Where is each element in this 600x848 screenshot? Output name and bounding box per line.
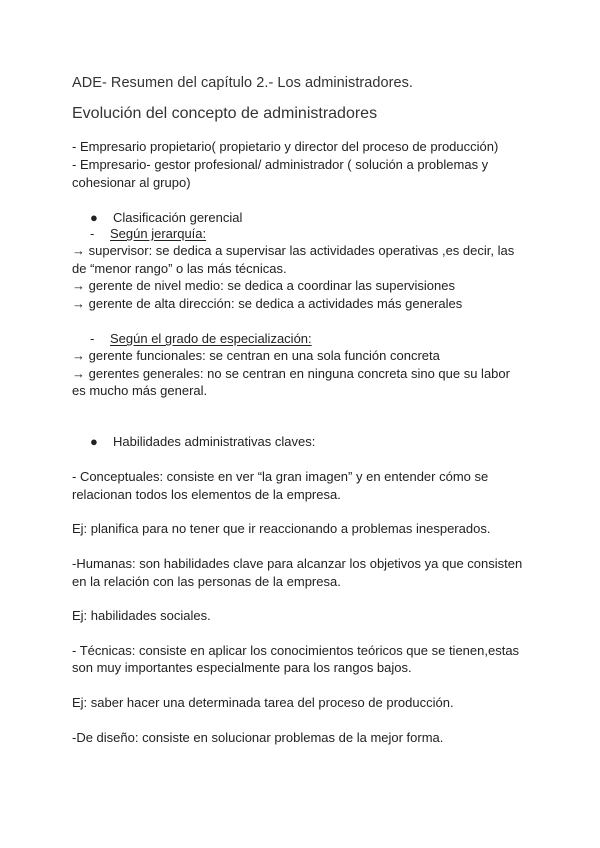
subheading-jerarquia: Según jerarquía: xyxy=(110,226,207,241)
bullet-label: Habilidades administrativas claves: xyxy=(113,434,316,449)
body-line: → gerente funcionales: se centran en una sola función concreta xyxy=(72,348,440,363)
intro-line: cohesionar al grupo) xyxy=(72,175,191,190)
bullet-item xyxy=(90,434,315,450)
bullet-icon: ● xyxy=(90,210,98,225)
body-line: -De diseño: consiste en solucionar problemas de la mejor forma. xyxy=(72,730,444,745)
body-line: → gerente de alta dirección: se dedica a actividades más generales xyxy=(72,296,463,311)
body-line: → gerentes generales: no se centran en ninguna concreta sino que su labor xyxy=(72,366,510,381)
bullet-icon: ● xyxy=(90,434,98,449)
body-line: son muy importantes especialmente para los rangos bajos. xyxy=(72,660,412,675)
body-line: es mucho más general. xyxy=(72,383,208,398)
intro-line: - Empresario- gestor profesional/ administrador ( solución a problemas y xyxy=(72,157,489,172)
bullet-item xyxy=(90,210,242,226)
example-line: Ej: habilidades sociales. xyxy=(72,608,211,623)
intro-line: - Empresario propietario( propietario y director del proceso de producción) xyxy=(72,139,499,154)
dash-icon: - xyxy=(90,331,95,346)
dash-item xyxy=(90,226,206,242)
body-line: -Humanas: son habilidades clave para alcanzar los objetivos ya que consisten xyxy=(72,556,523,571)
body-line: - Conceptuales: consiste en ver “la gran imagen” y en entender cómo se xyxy=(72,469,489,484)
body-line: en la relación con las personas de la empresa. xyxy=(72,574,341,589)
body-line: de “menor rango” o las más técnicas. xyxy=(72,261,287,276)
section-heading: Evolución del concepto de administradores xyxy=(72,105,378,122)
example-line: Ej: planifica para no tener que ir reaccionando a problemas inesperados. xyxy=(72,521,491,536)
body-line: - Técnicas: consiste en aplicar los conocimientos teóricos que se tienen,estas xyxy=(72,643,520,658)
body-line: → gerente de nivel medio: se dedica a coordinar las supervisiones xyxy=(72,278,455,293)
dash-item xyxy=(90,331,312,347)
subheading-especializacion: Según el grado de especialización: xyxy=(110,331,312,346)
dash-icon: - xyxy=(90,226,95,241)
body-line: → supervisor: se dedica a supervisar las actividades operativas ,es decir, las xyxy=(72,243,515,258)
example-line: Ej: saber hacer una determinada tarea del proceso de producción. xyxy=(72,695,454,710)
body-line: relacionan todos los elementos de la empresa. xyxy=(72,487,341,502)
document-title: ADE- Resumen del capítulo 2.- Los administradores. xyxy=(72,75,413,91)
bullet-label: Clasificación gerencial xyxy=(113,210,243,225)
